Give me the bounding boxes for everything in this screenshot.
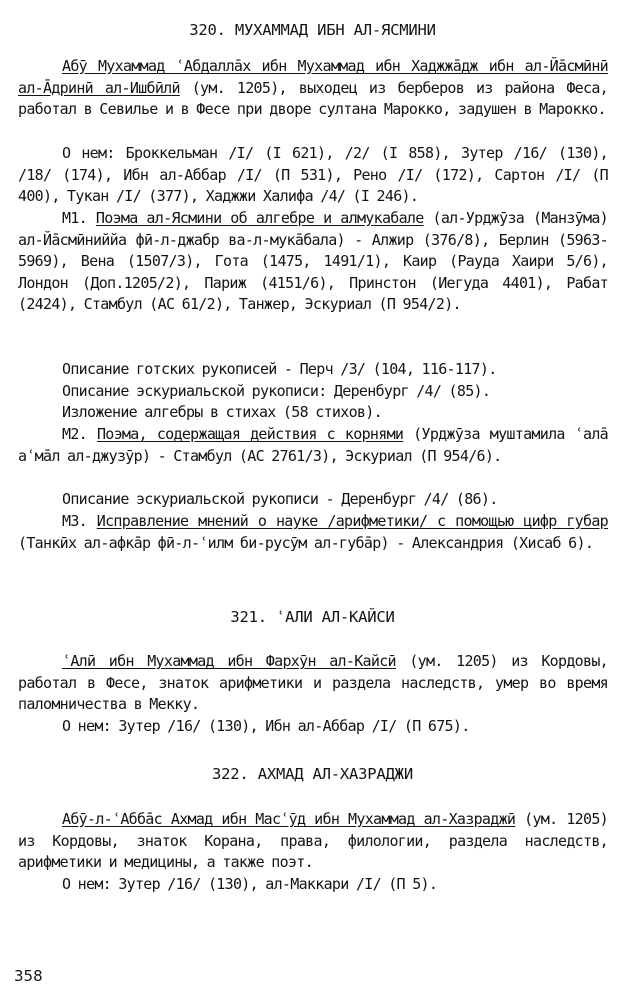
work-m2-title: Поэма, содержащая действия с корнями: [96, 425, 404, 443]
section-322-references: О нем: Зутер /16/ (130), ал-Маккари /I/ (П 5).: [62, 875, 438, 893]
section-320-references: О нем: Броккельман /I/ (I 621), /2/ (I 858), Зутер /16/ (130), /18/ (174), Ибн ал-Аббар /I/ (П 531), Рено /I/ (172), Сартон /I/ (П 400), Тукан /I/ (377), Хаджжи Халифа /4/ (I 246).: [18, 144, 608, 206]
section-320-bio-text: (ум. 1205), выходец из берберов из района Феса, работал в Севилье и в Фесе при дворе султана Марокко, задушен в Марокко.: [18, 78, 608, 119]
section-321-bio-text: (ум. 1205) из Кордовы, работал в Фесе, знаток арифметики и раздела наследств, умер во время паломничества в Мекку.: [18, 652, 608, 714]
section-322-author-name: Абӯ-л-ʿАббāс Ахмад ибн Масʿӯд ибн Мухаммад ал-Хазраджӣ: [62, 810, 516, 828]
section-321-references: О нем: Зутер /16/ (130), Ибн ал-Аббар /I/ (П 675).: [62, 717, 470, 735]
section-322-title: 322. АХМАД АЛ-ХАЗРАДЖИ: [212, 765, 413, 783]
section-321-author-name: ʿАлӣ ибн Мухаммад ибн Фархӯн ал-Кайсӣ: [62, 652, 396, 670]
work-m2-text: (Урджӯза муштамила ʿалā аʿмāл ал-джузӯр) - Стамбул (АС 2761/3), Эскуриал (П 954/6).: [18, 425, 608, 465]
section-320-bio: [18, 56, 608, 121]
section-320-title: 320. МУХАММАД ИБН АЛ-ЯСМИНИ: [189, 21, 436, 39]
section-322-bio: [18, 809, 608, 874]
section-321-bio: [18, 651, 608, 716]
work-m2-number: М2.: [62, 425, 97, 443]
work-m1-note-3: Изложение алгебры в стихах (58 стихов).: [62, 403, 382, 421]
work-m3-title: Исправление мнений о науке /арифметики/ с помощью цифр губар: [96, 512, 608, 530]
section-320-work-m1: [18, 208, 608, 316]
work-m1-title: Поэма ал-Ясмини об алгебре и алмукабале: [95, 209, 424, 227]
section-320-author-name: Абӯ Мухаммад ʿАбдаллāх ибн Мухаммад ибн Хаджжāдж ибн ал-Йāсмӣнӣ ал-Āдринӣ ал-Ишбӣлӣ: [18, 57, 608, 97]
work-m3-text: (Танкӣх ал-афкāр фӣ-л-ʿилм би-русӯм ал-губāр) - Александрия (Хисаб 6).: [18, 533, 594, 552]
section-322-bio-text: (ум. 1205) из Кордовы, знаток Корана, права, филологии, раздела наследств, арифметики и медицины, а также поэт.: [18, 810, 608, 872]
section-320-work-m3: [18, 511, 608, 554]
section-320-work-m2: [18, 424, 608, 467]
section-321-title: 321. ʿАЛИ АЛ-КАЙСИ: [230, 608, 395, 626]
work-m1-text: (ал-Урджӯза (Манзӯма) ал-Йāсмӣниййа фӣ-л-джабр ва-л-мукāбала) - Алжир (376/8), Берлин (5963-5969), Вена (1507/3), Гота (1475, 1491/1), Каир (Рауда Хаири 5/6), Лондон (Доп.1205/2), Париж (4151/6), Принстон (Иегуда 4401), Рабат (2424), Стамбул (АС 61/2), Танжер, Эскуриал (П 954/2).: [18, 209, 608, 314]
page-number: 358: [14, 967, 43, 985]
work-m2-note: Описание эскуриальской рукописи - Деренбург /4/ (86).: [62, 490, 498, 508]
work-m3-number: М3.: [62, 512, 97, 530]
work-m1-note-2: Описание эскуриальской рукописи: Деренбург /4/ (85).: [62, 382, 491, 400]
work-m1-number: М1.: [62, 209, 96, 227]
work-m1-note-1: Описание готских рукописей - Перч /3/ (104, 116-117).: [62, 360, 497, 378]
